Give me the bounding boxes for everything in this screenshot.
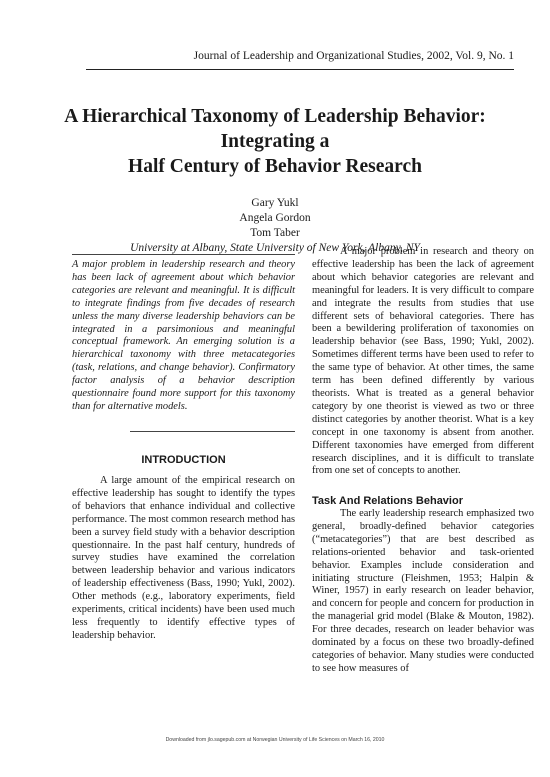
title-line-1: A Hierarchical Taxonomy of Leadership Behavior: <box>64 106 486 127</box>
intro-body <box>72 475 295 643</box>
right-column-body-2 <box>312 508 534 676</box>
title-line-3: Half Century of Behavior Research <box>128 156 422 177</box>
intro-paragraph: A large amount of the empirical research on effective leadership has sought to identify the types of behaviors that enhance individual and collective performance. The most common research method has been a survey field study with a behavior description questionnaire. In the past half century, hundreds of survey studies have examined the correlation between leadership behavior and various indicators of leadership effectiveness (Bass, 1990; Yukl, 2002). Other methods (e.g., laboratory experiments, field experiments, critical incidents) have been used much less frequently to identify effective types of leadership behavior. <box>72 475 295 641</box>
paper-title <box>40 104 510 179</box>
right-paragraph-2: The early leadership research emphasized two general, broadly-defined behavior categories (“metacategories”) that are best described as relations-oriented behavior and task-oriented behavior. Examples include consideration and initiating structure (Fleishmen, 1953; Halpin & Winer, 1957) in early research on leader behavior, and concern for people and concern for production in the managerial grid model (Blake & Mouton, 1982). For three decades, research on leader behavior was dominated by a focus on these two broadly-defined categories of behavior. Many studies were conducted to see how measures of <box>312 508 534 674</box>
journal-header: Journal of Leadership and Organizational Studies, 2002, Vol. 9, No. 1 <box>193 50 514 62</box>
right-column-body <box>312 246 534 478</box>
author-name: Tom Taber <box>250 227 300 239</box>
section-heading-task-relations: Task And Relations Behavior <box>312 495 463 507</box>
download-footer: Downloaded from jlo.sagepub.com at Norwegian University of Life Sciences on March 16, 2010 <box>165 737 385 743</box>
title-line-2: Integrating a <box>220 131 330 152</box>
author-affiliation: University at Albany, State University of New York, Albany, NY <box>130 242 420 254</box>
author-name: Angela Gordon <box>239 212 311 224</box>
abstract-bottom-rule <box>130 431 295 432</box>
header-rule <box>86 69 514 70</box>
author-name: Gary Yukl <box>251 197 299 209</box>
intro-heading: INTRODUCTION <box>141 454 226 466</box>
abstract <box>72 259 295 414</box>
abstract-top-rule <box>72 254 295 255</box>
abstract-text: A major problem in leadership research and theory has been lack of agreement about which behavior categories are relevant and meaningful. It is difficult to integrate findings from five decades of research unless the many diverse leadership behaviors can be integrated in a parsimonious and meaningful conceptual framework. An emerging solution is a hierarchical taxonomy with three metacategories (task, relations, and change behavior). Confirmatory factor analysis of a behavior description questionnaire found more support for this taxonomy than for alternative models. <box>72 259 295 412</box>
right-paragraph: A major problem in research and theory on effective leadership has been the lack of agreement about which behavior categories are relevant and meaningful for leaders. It is very difficult to compare and integrate the results from studies that use different sets of behavioral categories. There has been a bewildering proliferation of taxonomies on leadership behavior (see Bass, 1990; Yukl, 2002). Sometimes different terms have been used to refer to the same type of behavior. At other times, the same term has been defined differently by various theorists. What is treated as a general behavior category by one theorist is viewed as two or three distinct categories by another theorist. What is a key concept in one taxonomy is absent from another. Different taxonomies have emerged from different research disciplines, and it is difficult to translate from one set of concepts to another. <box>312 246 534 477</box>
